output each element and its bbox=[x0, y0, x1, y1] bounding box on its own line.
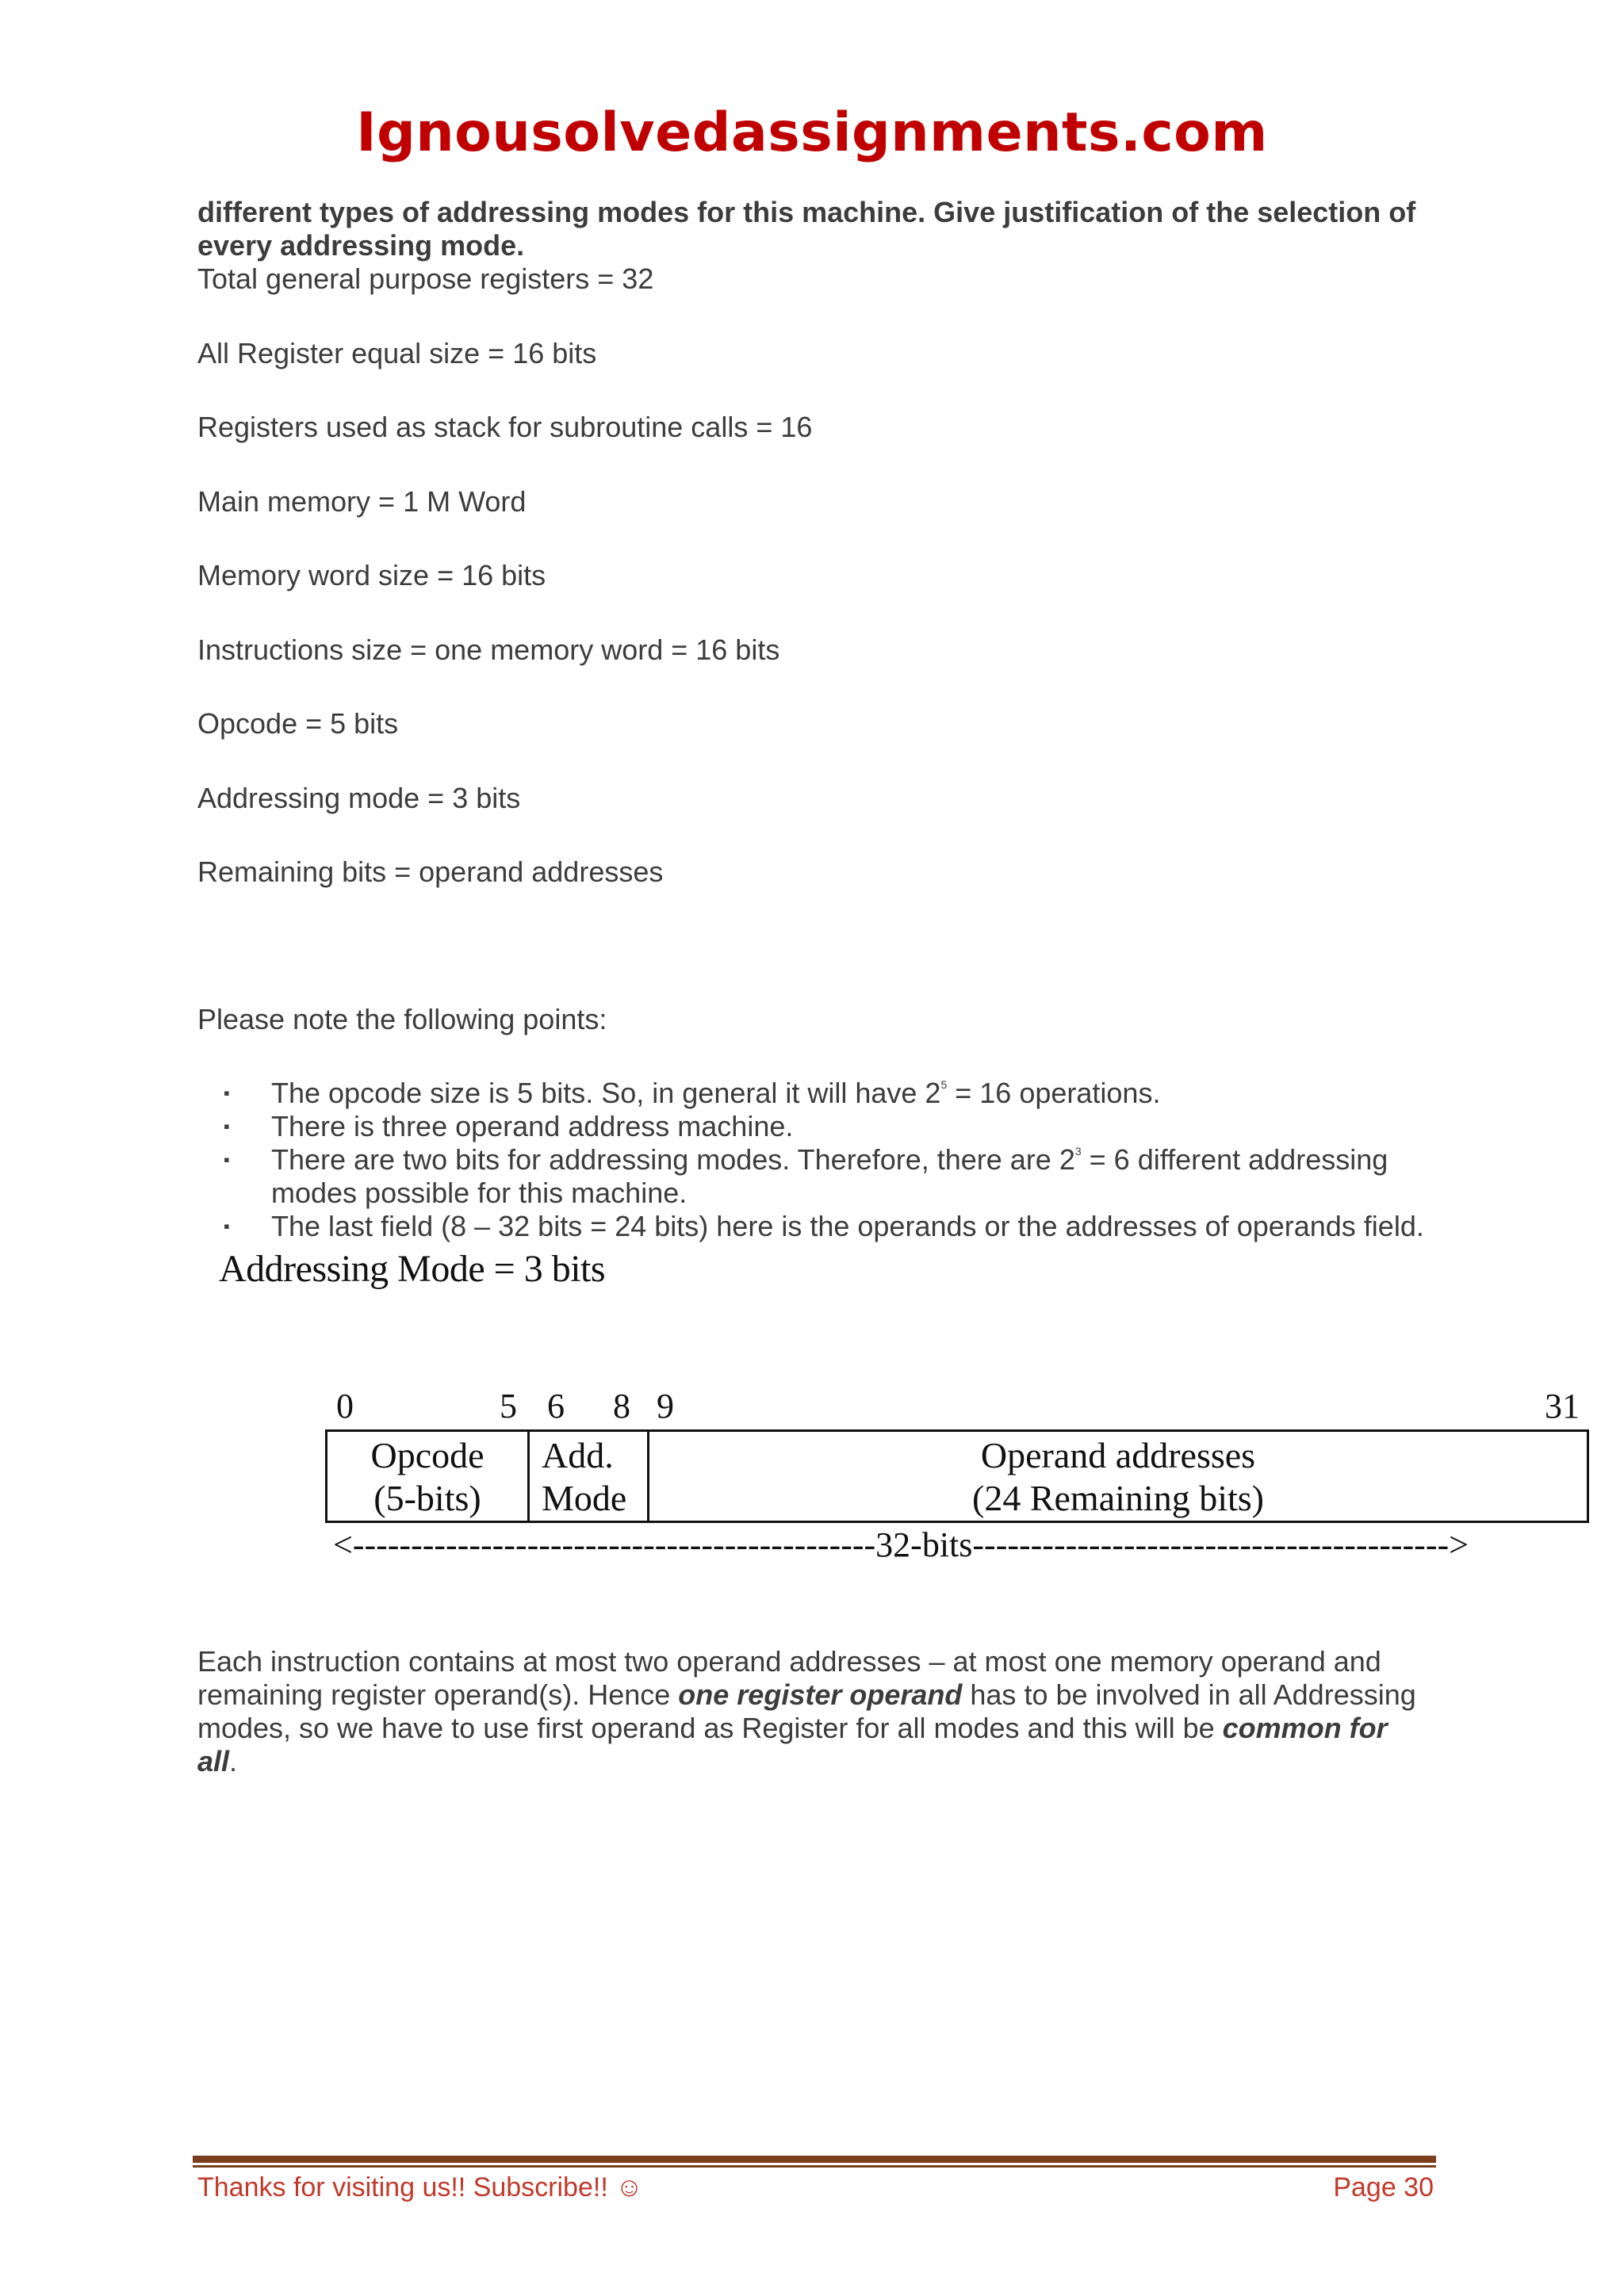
spec-line: Registers used as stack for subroutine calls = 16 bbox=[197, 411, 813, 443]
bit-number-label: 8 bbox=[613, 1387, 630, 1425]
emphasis: common for all bbox=[197, 1712, 1388, 1777]
bit-number-label: 0 bbox=[336, 1387, 354, 1425]
spec-line: All Register equal size = 16 bits bbox=[197, 337, 597, 369]
bullet-marker: ▪ bbox=[224, 1083, 230, 1103]
emphasis: one register operand bbox=[678, 1678, 963, 1711]
list-item: ▪ There are two bits for addressing modes. Therefore, there are $2^3 = 6$ different addressing modes possible for this machine. bbox=[224, 1143, 1388, 1209]
spec-line: Addressing mode = 3 bits bbox=[197, 782, 521, 814]
notes-intro: Please note the following points: bbox=[197, 1003, 607, 1035]
footer-subscribe-text: Thanks for visiting us!! Subscribe!! ☺ bbox=[197, 2172, 643, 2202]
body-paragraph: Each instruction contains at most two operand addresses – at most one memory operand and remaining register operand(s). Hence one register operand has to be involved in all Addressing modes, so we have to use first operand as Register for all modes and this will be common for all. bbox=[197, 1645, 1416, 1777]
bit-number-label: 6 bbox=[547, 1387, 565, 1425]
notes-list bbox=[197, 1077, 1450, 1243]
operand-field: Operand addresses (24 Remaining bits) bbox=[972, 1435, 1264, 1518]
question-line: every addressing mode. bbox=[197, 229, 525, 262]
bit-number-label: 5 bbox=[500, 1387, 517, 1425]
bit-number-label: 31 bbox=[1545, 1387, 1580, 1425]
spec-line: Remaining bits = operand addresses bbox=[197, 855, 664, 888]
bullet-marker: ▪ bbox=[224, 1150, 230, 1169]
site-title: Ignousolvedassignments.com bbox=[356, 101, 1268, 164]
opcode-field: Opcode (5-bits) bbox=[370, 1435, 485, 1518]
spec-line: Memory word size = 16 bits bbox=[197, 559, 546, 591]
instruction-format-box bbox=[325, 1429, 1589, 1523]
spec-line: Main memory = 1 M Word bbox=[197, 485, 527, 518]
addressing-mode-field: Add. Mode bbox=[542, 1435, 627, 1518]
footer-rule bbox=[193, 2165, 1436, 2168]
bullet-marker: ▪ bbox=[224, 1116, 230, 1136]
spec-line: Total general purpose registers = 32 bbox=[197, 262, 654, 295]
bit-number-label: 9 bbox=[657, 1387, 674, 1425]
list-item: ▪ The last field (8 – 32 bits = 24 bits) here is the operands or the addresses of operands field. bbox=[224, 1210, 1424, 1242]
question-text bbox=[197, 196, 1434, 262]
list-item: ▪ The opcode size is 5 bits. So, in general it will have $2^5 = 16$ operations. bbox=[224, 1077, 1161, 1109]
footer-rule bbox=[193, 2156, 1436, 2163]
figure-caption: Addressing Mode = 3 bits bbox=[219, 1248, 606, 1290]
spec-line: Instructions size = one memory word = 16 bits bbox=[197, 633, 780, 666]
spec-line: Opcode = 5 bits bbox=[197, 707, 399, 740]
width-arrow: <---------------------------------------------32-bits-----------------------------------------> bbox=[333, 1525, 1469, 1564]
list-item: ▪ There is three operand address machine. bbox=[224, 1110, 794, 1142]
bullet-marker: ▪ bbox=[224, 1216, 230, 1236]
page-number: Page 30 bbox=[1333, 2172, 1434, 2202]
question-line: different types of addressing modes for this machine. Give justification of the selection of bbox=[197, 196, 1416, 228]
